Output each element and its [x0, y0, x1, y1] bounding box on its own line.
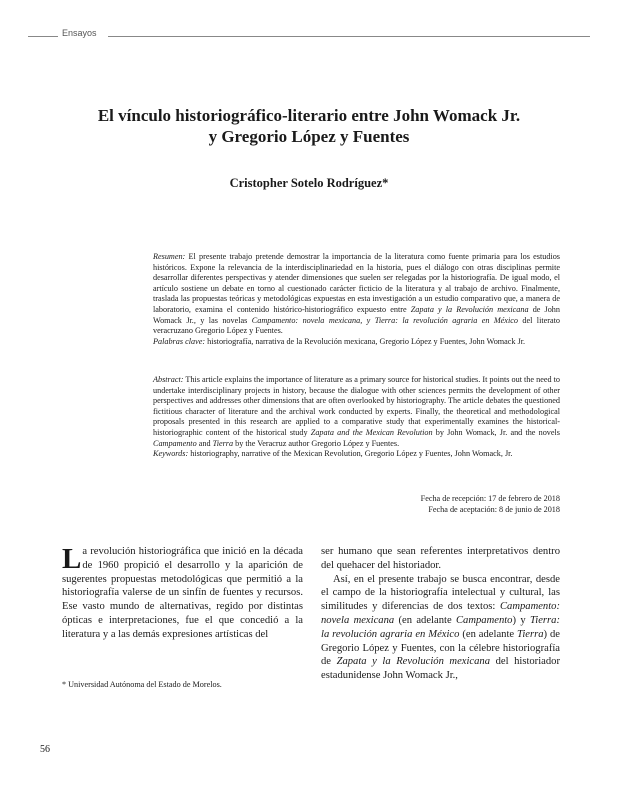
abstract-text-1: This article explains the importance of literature as a primary source for historical studies. It points out the need to undertake interdisciplinary projects in history, because the dialogue with other sciences permits the development of other perspectives and addresses other dimensions that are often overlooked by historiography. The article debates the questioned fictitious character of literature and the archival work conducted by experts. Finally, the theoretical and methodological proposals presented in this research are applied to a comparative study that experimentally examines the historical-historiographic content of the historical study	[153, 375, 560, 437]
header-rule-left	[28, 36, 58, 37]
abstract-italic-1: Zapata and the Mexican Revolution	[310, 427, 433, 437]
body-column-left	[62, 545, 303, 642]
p2-text-b: (en adelante	[394, 614, 456, 626]
received-date: Fecha de recepción: 17 de febrero de 2018	[420, 494, 560, 503]
resumen-italic-2: Campamento: novela mexicana, y Tierra: la revolución agraria en México	[251, 315, 518, 325]
keywords-text: historiography, narrative of the Mexican Revolution, Gregorio López y Fuentes, John Womack, Jr.	[188, 449, 513, 459]
p2-text-c: ) y	[512, 614, 530, 626]
resumen-label: Resumen:	[153, 252, 186, 261]
abstract-text-2: by John Womack, Jr. and the novels	[432, 427, 560, 437]
drop-cap: L	[62, 543, 82, 575]
p2-italic-4: Tierra	[517, 628, 544, 640]
p2-italic-3: Tierra: la revolución agraria en México	[321, 614, 561, 640]
abstract-label: Abstract:	[153, 375, 184, 384]
body-right-paragraph-2	[321, 573, 560, 683]
abstract-text-3: and	[196, 438, 213, 448]
p2-text-f: del historiador estadunidense John Womack Jr.,	[321, 656, 560, 682]
abstract-text-4: by the Veracruz author Gregorio López y Fuentes.	[233, 438, 400, 448]
resumen-text-3: del literato veracruzano Gregorio López y Fuentes.	[153, 315, 560, 336]
resumen-italic-1: Zapata y la Revolución mexicana	[410, 304, 529, 314]
p2-text-e: ) de Gregorio López y Fuentes, con la célebre historiografía de	[321, 628, 560, 668]
section-label: Ensayos	[62, 28, 97, 38]
body-column-right	[321, 545, 560, 683]
article-title	[40, 105, 578, 147]
accepted-date: Fecha de aceptación: 8 de junio de 2018	[428, 504, 560, 514]
resumen-text-1: El presente trabajo pretende demostrar la importancia de la literatura como fuente primaria para los estudios históricos. Expone la relevancia de la interdisciplinariedad en la historia, pues el diálogo con otras disciplinas permite desarrollar diferentes perspectivas y atender dimensiones que suelen ser relegadas por la historiografía. De igual modo, el artículo sostiene un debate en torno al cuestionado carácter ficticio de la literatura y al trabajo de archivo. Finalmente, traslada las propuestas teóricas y metodológicas expuestas en esta investigación a un estudio comparativo que, a manera de laboratorio, examina el contenido histórico-historiográfico expuesto entre	[153, 252, 560, 314]
footnote: * Universidad Autónoma del Estado de Morelos.	[62, 680, 222, 689]
dates-block	[300, 494, 560, 515]
p2-italic-1: Campamento: novela mexicana	[321, 601, 560, 626]
author-name: Cristopher Sotelo Rodríguez*	[229, 176, 389, 190]
p2-text-a: Así, en el presente trabajo se busca encontrar, desde el campo de la historiografía intelectual y cultural, las similitudes y diferencias de dos textos:	[321, 573, 560, 613]
p2-text-d: (en adelante	[459, 628, 518, 640]
title-line-1: El vínculo historiográfico-literario entre John Womack Jr.	[97, 106, 521, 125]
page-number: 56	[40, 744, 50, 755]
title-line-2: y Gregorio López y Fuentes	[208, 127, 410, 146]
palabras-clave-text: historiografía, narrativa de la Revolución mexicana, Gregorio López y Fuentes, John Womack Jr.	[205, 336, 526, 346]
keywords-label: Keywords:	[153, 449, 189, 459]
abstract-italic-2: Campamento	[153, 438, 197, 448]
body-right-paragraph-1: ser humano que sean referentes interpretativos dentro del quehacer del historiador.	[321, 546, 560, 571]
p2-italic-5: Zapata y la Revolución mexicana	[336, 656, 491, 668]
p2-italic-2: Campamento	[455, 614, 513, 626]
palabras-clave-label: Palabras clave:	[153, 336, 206, 346]
abstract-italic-3: Tierra	[212, 438, 234, 448]
header-rule-right	[108, 36, 590, 37]
resumen-text-2: de John Womack Jr., y las novelas	[153, 304, 560, 325]
resumen-block	[153, 252, 560, 347]
abstract-block	[153, 375, 560, 460]
body-left-text: a revolución historiográfica que inició en la década de 1960 propició el desarrollo y la aparición de sugerentes propuestas metodológicas que permitió a la historiografía valerse de un sinfín de fuentes y recursos. Ese vasto mundo de alternativas, regido por distintas ópticas e interpretaciones, fue el que concedió a la literatura y a las demás expresiones artísticas del	[62, 546, 303, 640]
